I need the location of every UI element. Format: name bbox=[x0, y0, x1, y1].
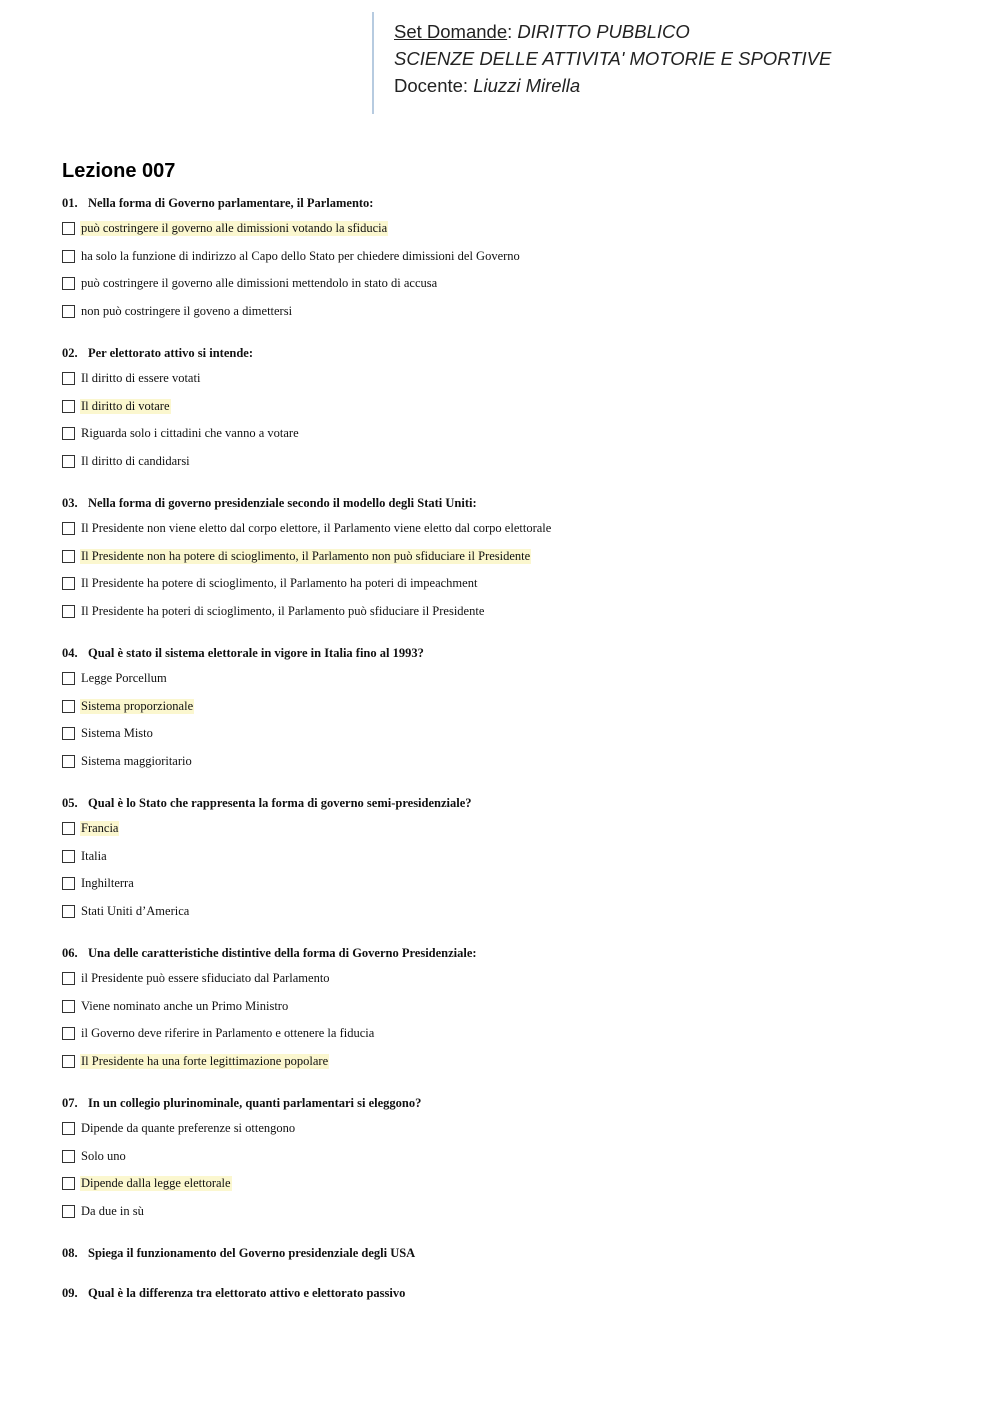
question-text: Per elettorato attivo si intende: bbox=[88, 346, 253, 360]
answer-option bbox=[62, 1149, 962, 1177]
answer-checkbox[interactable] bbox=[62, 372, 75, 385]
answer-checkbox[interactable] bbox=[62, 605, 75, 618]
answer-option bbox=[62, 1054, 962, 1082]
answer-option bbox=[62, 1176, 962, 1204]
subject-line bbox=[394, 18, 831, 45]
answer-option bbox=[62, 699, 962, 727]
question-title bbox=[62, 1095, 962, 1111]
question-title bbox=[62, 945, 962, 961]
answer-checkbox[interactable] bbox=[62, 822, 75, 835]
answer-text: il Governo deve riferire in Parlamento e ottenere la fiducia bbox=[81, 1026, 375, 1040]
answer-text: Il diritto di candidarsi bbox=[81, 453, 190, 468]
answer-checkbox[interactable] bbox=[62, 455, 75, 468]
answer-option bbox=[62, 304, 962, 332]
answer-option bbox=[62, 754, 962, 782]
question-text: Qual è lo Stato che rappresenta la forma di governo semi-presidenziale? bbox=[88, 796, 472, 810]
set-separator: : bbox=[507, 21, 518, 42]
question-text: Nella forma di governo presidenziale secondo il modello degli Stati Uniti: bbox=[88, 496, 477, 510]
question-04 bbox=[62, 645, 962, 781]
question-number: 06. bbox=[62, 946, 78, 960]
answer-text: Il Presidente ha potere di scioglimento, il Parlamento ha poteri di impeachment bbox=[81, 576, 478, 590]
course-name: SCIENZE DELLE ATTIVITA' MOTORIE E SPORTIVE bbox=[394, 48, 832, 69]
question-title bbox=[62, 645, 962, 661]
answer-option bbox=[62, 521, 962, 549]
answer-checkbox[interactable] bbox=[62, 1150, 75, 1163]
answer-option bbox=[62, 876, 962, 904]
answer-text: Stati Uniti d’America bbox=[81, 903, 190, 918]
question-title bbox=[62, 345, 962, 361]
answer-text: può costringere il governo alle dimissioni votando la sfiducia bbox=[81, 221, 388, 235]
question-text: In un collegio plurinominale, quanti parlamentari si eleggono? bbox=[88, 1096, 422, 1110]
answer-text: ha solo la funzione di indirizzo al Capo dello Stato per chiedere dimissioni del Governo bbox=[81, 248, 520, 263]
answer-checkbox[interactable] bbox=[62, 672, 75, 685]
answer-checkbox[interactable] bbox=[62, 972, 75, 985]
answer-option bbox=[62, 371, 962, 399]
answer-checkbox[interactable] bbox=[62, 727, 75, 740]
answer-text: Inghilterra bbox=[81, 876, 134, 890]
question-03 bbox=[62, 495, 962, 631]
question-number: 05. bbox=[62, 796, 78, 810]
answer-text: Il diritto di votare bbox=[81, 398, 170, 413]
answer-option bbox=[62, 849, 962, 877]
answer-checkbox[interactable] bbox=[62, 850, 75, 863]
teacher-line bbox=[394, 72, 831, 99]
question-text: Qual è la differenza tra elettorato attivo e elettorato passivo bbox=[88, 1286, 406, 1300]
question-number: 01. bbox=[62, 196, 78, 210]
course-line bbox=[394, 45, 831, 72]
question-text: Nella forma di Governo parlamentare, il Parlamento: bbox=[88, 196, 374, 210]
answer-option bbox=[62, 671, 962, 699]
answer-text: Sistema Misto bbox=[81, 726, 153, 740]
question-number: 08. bbox=[62, 1246, 78, 1260]
answer-text: Dipende da quante preferenze si ottengono bbox=[81, 1121, 296, 1135]
answer-text: Riguarda solo i cittadini che vanno a votare bbox=[81, 426, 299, 440]
question-01 bbox=[62, 195, 962, 331]
answer-text: Da due in sù bbox=[81, 1203, 144, 1218]
question-title bbox=[62, 195, 962, 211]
answer-checkbox[interactable] bbox=[62, 250, 75, 263]
question-02 bbox=[62, 345, 962, 481]
open-question bbox=[62, 1245, 962, 1261]
question-title bbox=[62, 495, 962, 511]
document-header bbox=[372, 12, 831, 114]
answer-option bbox=[62, 249, 962, 277]
question-number: 03. bbox=[62, 496, 78, 510]
answer-checkbox[interactable] bbox=[62, 522, 75, 535]
answer-text: Francia bbox=[81, 821, 119, 835]
answer-text: non può costringere il goveno a dimettersi bbox=[81, 303, 293, 318]
answer-text: Dipende dalla legge elettorale bbox=[81, 1176, 231, 1190]
answer-text: può costringere il governo alle dimissioni mettendolo in stato di accusa bbox=[81, 276, 438, 290]
answer-option bbox=[62, 999, 962, 1027]
question-07 bbox=[62, 1095, 962, 1231]
question-06 bbox=[62, 945, 962, 1081]
answer-option bbox=[62, 1026, 962, 1054]
answer-checkbox[interactable] bbox=[62, 1122, 75, 1135]
answer-option bbox=[62, 276, 962, 304]
answer-option bbox=[62, 971, 962, 999]
question-list bbox=[62, 195, 962, 1301]
answer-option bbox=[62, 454, 962, 482]
answer-text: Sistema proporzionale bbox=[81, 698, 194, 713]
answer-checkbox[interactable] bbox=[62, 700, 75, 713]
answer-text: Il diritto di essere votati bbox=[81, 371, 201, 385]
answer-checkbox[interactable] bbox=[62, 305, 75, 318]
answer-option bbox=[62, 1121, 962, 1149]
answer-option bbox=[62, 549, 962, 577]
set-label: Set Domande bbox=[394, 21, 508, 42]
answer-checkbox[interactable] bbox=[62, 277, 75, 290]
answer-option bbox=[62, 221, 962, 249]
question-08 bbox=[62, 1245, 962, 1261]
question-09 bbox=[62, 1285, 962, 1301]
question-number: 04. bbox=[62, 646, 78, 660]
question-05 bbox=[62, 795, 962, 931]
answer-checkbox[interactable] bbox=[62, 755, 75, 768]
answer-checkbox[interactable] bbox=[62, 1027, 75, 1040]
subject-name: DIRITTO PUBBLICO bbox=[517, 21, 690, 42]
answer-text: Il Presidente non viene eletto dal corpo elettore, il Parlamento viene eletto dal corpo elettorale bbox=[81, 521, 552, 535]
answer-option bbox=[62, 1204, 962, 1232]
answer-checkbox[interactable] bbox=[62, 400, 75, 413]
answer-option bbox=[62, 726, 962, 754]
answer-text: Sistema maggioritario bbox=[81, 753, 192, 768]
question-number: 09. bbox=[62, 1286, 78, 1300]
answer-option bbox=[62, 426, 962, 454]
answer-checkbox[interactable] bbox=[62, 1000, 75, 1013]
answer-text: Il Presidente ha una forte legittimazione popolare bbox=[81, 1053, 329, 1068]
answer-option bbox=[62, 904, 962, 932]
answer-text: Il Presidente non ha potere di scioglimento, il Parlamento non può sfiduciare il Presidente bbox=[81, 548, 531, 563]
question-text: Qual è stato il sistema elettorale in vigore in Italia fino al 1993? bbox=[88, 646, 424, 660]
teacher-name: Liuzzi Mirella bbox=[473, 75, 581, 96]
answer-checkbox[interactable] bbox=[62, 577, 75, 590]
answer-text: Il Presidente ha poteri di scioglimento, il Parlamento può sfiduciare il Presidente bbox=[81, 603, 485, 618]
teacher-label: Docente: bbox=[394, 75, 474, 96]
answer-checkbox[interactable] bbox=[62, 905, 75, 918]
answer-option bbox=[62, 604, 962, 632]
answer-checkbox[interactable] bbox=[62, 550, 75, 563]
answer-text: Legge Porcellum bbox=[81, 671, 167, 685]
open-question bbox=[62, 1285, 962, 1301]
answer-checkbox[interactable] bbox=[62, 427, 75, 440]
answer-text: Italia bbox=[81, 848, 107, 863]
answer-option bbox=[62, 821, 962, 849]
question-number: 02. bbox=[62, 346, 78, 360]
answer-checkbox[interactable] bbox=[62, 1055, 75, 1068]
answer-text: Viene nominato anche un Primo Ministro bbox=[81, 998, 289, 1013]
answer-checkbox[interactable] bbox=[62, 222, 75, 235]
answer-checkbox[interactable] bbox=[62, 1205, 75, 1218]
lesson-title: Lezione 007 bbox=[62, 160, 176, 182]
question-text: Spiega il funzionamento del Governo presidenziale degli USA bbox=[88, 1246, 416, 1260]
answer-checkbox[interactable] bbox=[62, 877, 75, 890]
question-text: Una delle caratteristiche distintive della forma di Governo Presidenziale: bbox=[88, 946, 477, 960]
answer-checkbox[interactable] bbox=[62, 1177, 75, 1190]
answer-option bbox=[62, 576, 962, 604]
answer-text: il Presidente può essere sfiduciato dal Parlamento bbox=[81, 971, 330, 985]
question-number: 07. bbox=[62, 1096, 78, 1110]
question-title bbox=[62, 795, 962, 811]
answer-text: Solo uno bbox=[81, 1148, 126, 1163]
answer-option bbox=[62, 399, 962, 427]
